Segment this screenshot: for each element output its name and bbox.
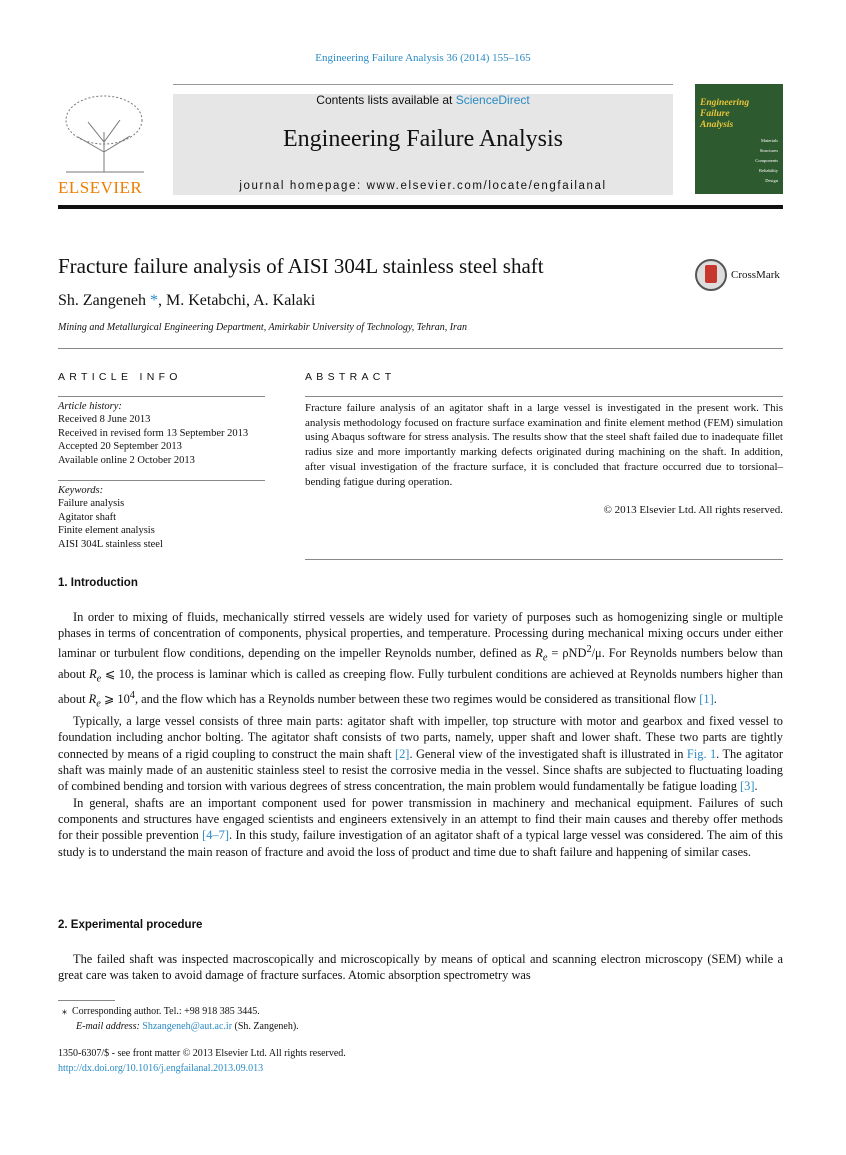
cover-title-line: Engineering — [700, 98, 750, 108]
contents-prefix: Contents lists available at — [316, 93, 456, 107]
text: . In this study, failure investigation of an agitator shaft of a typical large vessel was considered. The aim of this study is to understand the main reason of fracture and avoid the loss of product and time due to shaft failure and happening of similar cases. — [58, 828, 783, 859]
history-item: Received in revised form 13 September 2013 — [58, 427, 249, 439]
history-item: Accepted 20 September 2013 — [58, 441, 182, 453]
cover-topic: Materials — [761, 138, 778, 143]
email-label: E-mail address: — [76, 1020, 140, 1032]
abstract-heading: ABSTRACT — [305, 371, 396, 383]
text: . The agitator shaft was mainly made of an austenitic stainless steel to resist the corrosive media in the vessel. Since shafts are subjected to fluctuating loading of combined bending and torsion with various degrees of stress concentration, the main problem would fundamentally be fatigue loading — [58, 746, 783, 794]
journal-ref-link[interactable]: Engineering Failure Analysis 36 (2014) 155–165 — [315, 52, 531, 64]
text: ⩽ 10, the process is laminar which is called as creeping flow. Fully turbulent conditions are achieved at Reynolds numbers higher than about — [58, 667, 783, 707]
experimental-body — [58, 951, 783, 984]
paragraph — [58, 609, 783, 713]
cover-title-line: Analysis — [700, 120, 734, 130]
citation-link[interactable]: [3] — [740, 779, 755, 794]
citation-link[interactable]: [1] — [699, 692, 714, 707]
text: . — [713, 692, 717, 707]
elsevier-wordmark: ELSEVIER — [58, 178, 143, 197]
history-item: Available online 2 October 2013 — [58, 454, 195, 466]
abstract-text: Fracture failure analysis of an agitator shaft in a large vessel is investigated in the present work. This analysis methodology focused on fracture surface examination and finite element method (FEM) simulation using Abaqus software for stress analysis. The results show that the steel shaft failed due to inadequate fillet radius size and more importantly marking defects originated during machining on the shaft. In addition, after visual investigation of the fracture surface, it is concluded that fracture occurred due to torsional–bending fatigue during operation. — [305, 402, 783, 488]
text: , and the flow which has a Reynolds number between these two regimes would be considered as transitional flow — [134, 692, 700, 707]
section-heading-experimental: 2. Experimental procedure — [58, 919, 203, 931]
math: e — [542, 652, 548, 664]
abstract-copyright: © 2013 Elsevier Ltd. All rights reserved. — [603, 504, 783, 516]
affiliation: Mining and Metallurgical Engineering Department, Amirkabir University of Technology, Tehran, Iran — [58, 322, 467, 333]
journal-title: Engineering Failure Analysis — [283, 126, 563, 152]
crossmark-label: CrossMark — [731, 269, 780, 281]
keywords — [58, 484, 163, 551]
divider — [58, 480, 265, 481]
text: Typically, a large vessel consists of three main parts: agitator shaft with impeller, top structure with motor and gearbox and fixed vessel to foundation including anchor bolting. The agitator shaft consists of two parts, namely, upper shaft and lower shaft. These two parts are tightly connected by means of a rigid coupling to construct the main shaft — [58, 714, 783, 761]
email-suffix: (Sh. Zangeneh). — [232, 1020, 299, 1032]
keyword: Failure analysis — [58, 498, 125, 510]
keyword: Finite element analysis — [58, 525, 155, 537]
keywords-label: Keywords: — [58, 485, 104, 496]
paragraph — [58, 795, 783, 860]
corresponding-author-link[interactable]: * — [145, 292, 158, 309]
figure-link[interactable]: Fig. 1 — [686, 746, 717, 761]
introduction-body — [58, 609, 783, 860]
cover-topic: Components — [755, 158, 778, 163]
issn-line: 1350-6307/$ - see front matter © 2013 Elsevier Ltd. All rights reserved. — [58, 1048, 346, 1059]
text: . General view of the investigated shaft is illustrated in — [409, 746, 687, 761]
citation-link[interactable]: [4–7] — [202, 828, 229, 843]
text: /μ. For Reynolds numbers below than about — [58, 645, 783, 682]
history-item: Received 8 June 2013 — [58, 414, 151, 426]
journal-homepage[interactable]: journal homepage: www.elsevier.com/locate/engfailanal — [239, 180, 607, 192]
article-history — [58, 400, 248, 467]
footnote-divider — [58, 1000, 115, 1001]
header-rule — [58, 205, 783, 209]
footnote — [62, 1005, 299, 1034]
divider — [305, 559, 783, 560]
journal-reference[interactable] — [0, 52, 846, 64]
divider — [58, 348, 783, 349]
citation-link[interactable]: [2] — [394, 746, 410, 761]
crossmark-badge[interactable] — [695, 259, 780, 291]
footnote-star: ⁎ — [62, 1006, 67, 1017]
paragraph — [58, 713, 783, 794]
cover-topic: Reliability — [759, 168, 778, 173]
author-name: Sh. Zangeneh — [58, 292, 146, 309]
divider — [58, 396, 265, 397]
author-names: , M. Ketabchi, A. Kalaki — [157, 292, 316, 309]
sciencedirect-link[interactable]: ScienceDirect — [455, 93, 530, 107]
journal-cover-thumbnail — [695, 84, 783, 194]
history-label: Article history: — [58, 401, 122, 412]
text: In order to mixing of fluids, mechanically stirred vessels are widely used for variety of purposes such as homogenizing single or multiple phases in terms of concentration of components, physical properties, and temperature. Processing during mechanical mixing occurs under either laminar or turbulent flow conditions, depending on the impeller Reynolds number, defined as — [58, 610, 783, 660]
corresponding-author-note: Corresponding author. Tel.: +98 918 385 3445. — [72, 1006, 260, 1017]
page-footer — [58, 1047, 346, 1076]
authors — [58, 292, 315, 310]
doi-link[interactable]: http://dx.doi.org/10.1016/j.engfailanal.2013.09.013 — [58, 1062, 264, 1074]
math: R — [88, 692, 97, 707]
math: ⩾ 10 — [100, 692, 130, 707]
math: = ρND — [547, 645, 587, 660]
math: R — [535, 645, 543, 660]
text: In general, shafts are an important component used for power transmission in machinery and mechanical equipment. Failures of such components and structures have engaged scientists and engineers extensively in an attempt to find their main causes and thereby offer methods for their possible prevention — [58, 795, 783, 843]
crossmark-icon — [695, 259, 727, 291]
keyword: AISI 304L stainless steel — [58, 538, 163, 550]
section-heading-introduction: 1. Introduction — [58, 577, 138, 589]
contents-line — [173, 93, 673, 107]
article-title: Fracture failure analysis of AISI 304L stainless steel shaft — [58, 254, 544, 278]
math: 2 — [586, 643, 592, 655]
paragraph: The failed shaft was inspected macroscopically and microscopically by means of optical and scanning electron microscopy (SEM) while a great care was taken to avoid damage of fracture surfaces. Atomic absorption spectrometry was — [58, 952, 783, 983]
article-info-heading: ARTICLE INFO — [58, 371, 182, 383]
divider — [173, 84, 673, 85]
email-link[interactable]: Shzangeneh@aut.ac.ir — [142, 1020, 233, 1032]
cover-topic: Structures — [759, 148, 778, 153]
divider — [305, 396, 783, 397]
math: e — [96, 698, 101, 710]
math: 4 — [129, 690, 135, 702]
math: R — [89, 667, 97, 682]
math: e — [96, 673, 102, 685]
text: . — [754, 779, 758, 794]
cover-title-line: Failure — [700, 109, 730, 119]
cover-topic: Design — [765, 178, 778, 183]
keyword: Agitator shaft — [58, 511, 117, 523]
